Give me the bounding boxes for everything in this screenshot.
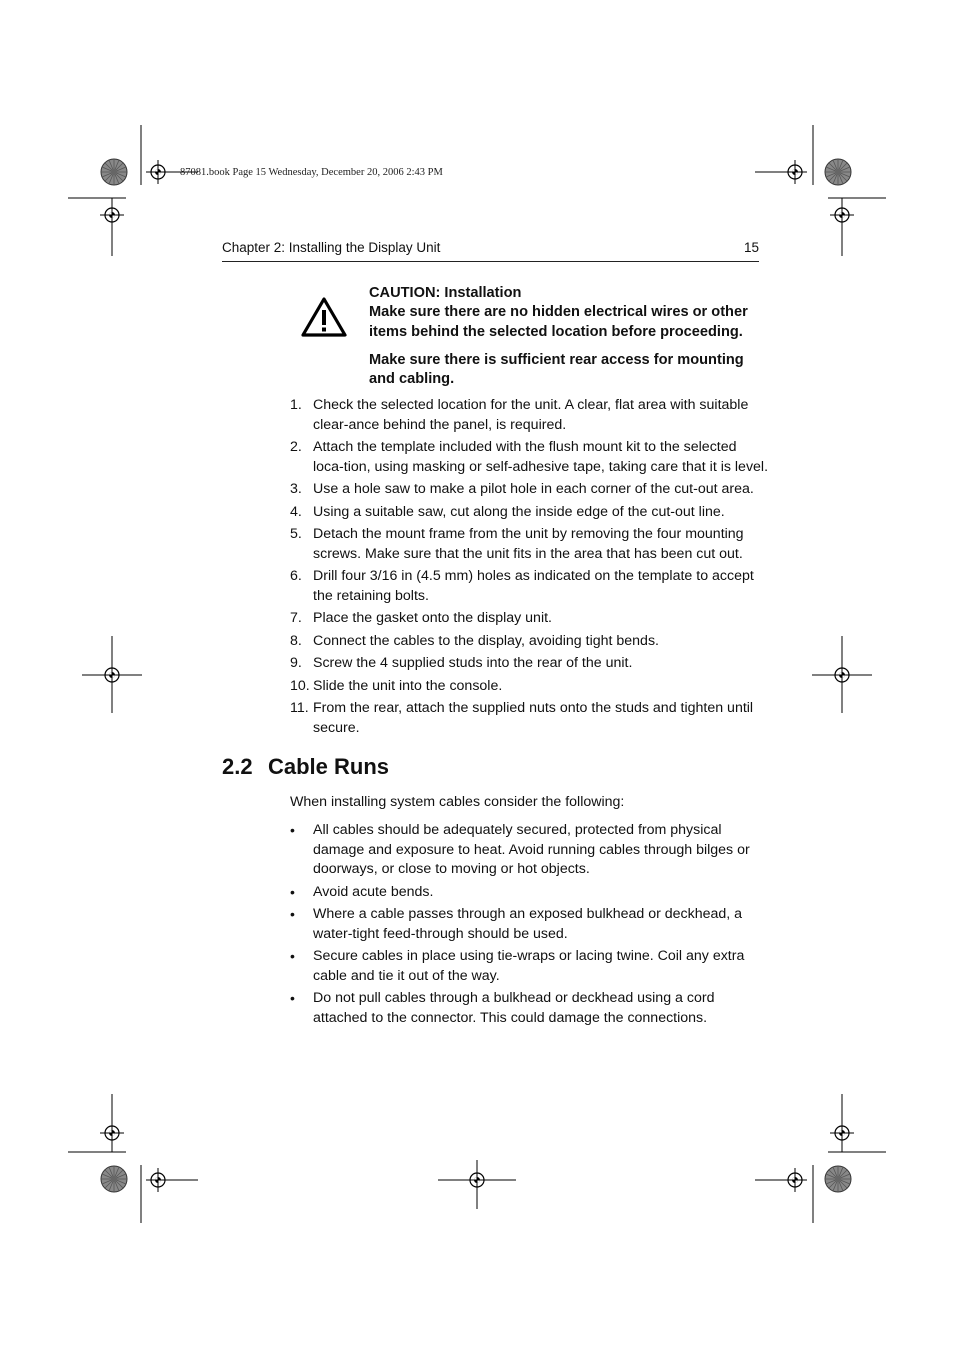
step-text: Drill four 3/16 in (4.5 mm) holes as indicated on the template to accept the retaining bolts.: [313, 568, 754, 604]
bullet-item: [290, 989, 770, 1028]
bullet-item: [290, 947, 770, 986]
step-number: 3.: [290, 481, 302, 497]
running-header: [222, 240, 759, 262]
step-number: 9.: [290, 655, 302, 671]
step-text: Place the gasket onto the display unit.: [313, 610, 552, 626]
bullet-text: Secure cables in place using tie-wraps or lacing twine. Coil any extra cable and tie it out of the way.: [313, 948, 745, 984]
bullet-text: All cables should be adequately secured, protected from physical damage and exposure to heat. Avoid running cables through bilges or doorways, or close to moving or hot objects.: [313, 822, 750, 877]
step-number: 8.: [290, 632, 302, 649]
step-item: [290, 654, 770, 674]
step-text: Connect the cables to the display, avoiding tight bends.: [313, 632, 659, 649]
step-text: Detach the mount frame from the unit by removing the four mounting screws. Make sure that the unit fits in the area that has been cut out.: [313, 526, 744, 562]
step-item: [290, 480, 770, 500]
caution-paragraph: Make sure there are no hidden electrical wires or other items behind the selected location before proceeding.: [369, 304, 748, 340]
color-target-icon: [101, 1166, 127, 1192]
section-intro: When installing system cables consider the following:: [290, 794, 625, 810]
section-title: Cable Runs: [268, 754, 390, 779]
step-item: [290, 438, 770, 477]
step-text: Attach the template included with the flush mount kit to the selected loca-tion, using masking or self-adhesive tape, taking care that it is level.: [313, 439, 769, 475]
step-number: 2.: [290, 439, 302, 455]
section-heading: [222, 754, 389, 780]
caution-paragraph: Make sure there is sufficient rear access for mounting and cabling.: [369, 351, 744, 388]
step-item: [290, 699, 770, 738]
step-number: 10.: [290, 677, 310, 694]
caution-heading: CAUTION: Installation: [369, 285, 522, 301]
bullet-icon: •: [290, 948, 295, 964]
color-target-icon: [825, 1166, 851, 1192]
bullet-text: Avoid acute bends.: [313, 883, 434, 900]
step-item: [290, 609, 770, 629]
caution-box: [369, 284, 769, 398]
step-item: [290, 677, 770, 697]
bullet-item: [290, 883, 770, 903]
bullet-item: [290, 821, 770, 880]
step-number: 6.: [290, 568, 302, 584]
step-number: 5.: [290, 526, 302, 542]
warning-triangle-icon: [300, 296, 348, 338]
step-text: Using a suitable saw, cut along the inside edge of the cut-out line.: [313, 503, 725, 520]
step-number: 4.: [290, 503, 302, 520]
cable-guidelines-list: [290, 821, 770, 1031]
bullet-text: Where a cable passes through an exposed bulkhead or deckhead, a water-tight feed-through should be used.: [313, 906, 743, 942]
step-text: Slide the unit into the console.: [313, 677, 503, 694]
step-text: Screw the 4 supplied studs into the rear of the unit.: [313, 655, 633, 671]
page-number: 15: [743, 240, 759, 255]
chapter-title: Chapter 2: Installing the Display Unit: [222, 240, 441, 255]
step-item: [290, 525, 770, 564]
bullet-icon: •: [290, 883, 295, 900]
step-text: Check the selected location for the unit. A clear, flat area with suitable clear-ance behind the panel, is required.: [313, 397, 749, 433]
bullet-text: Do not pull cables through a bulkhead or deckhead using a cord attached to the connector. This could damage the connections.: [313, 990, 715, 1026]
installation-steps: [290, 396, 770, 741]
step-number: 1.: [290, 397, 302, 413]
step-number: 7.: [290, 610, 302, 626]
step-text: From the rear, attach the supplied nuts onto the studs and tighten until secure.: [313, 700, 754, 736]
book-info: 87081.book Page 15 Wednesday, December 20, 2006 2:43 PM: [180, 167, 443, 178]
bullet-icon: •: [290, 990, 295, 1006]
color-target-icon: [101, 159, 127, 185]
step-text: Use a hole saw to make a pilot hole in each corner of the cut-out area.: [313, 481, 754, 497]
step-item: [290, 567, 770, 606]
color-target-icon: [825, 159, 851, 185]
step-item: [290, 503, 770, 523]
step-number: 11.: [290, 700, 309, 716]
step-item: [290, 396, 770, 435]
bullet-icon: •: [290, 906, 295, 922]
step-item: [290, 632, 770, 652]
section-number: 2.2: [222, 754, 253, 779]
bullet-icon: •: [290, 822, 295, 838]
bullet-item: [290, 905, 770, 944]
